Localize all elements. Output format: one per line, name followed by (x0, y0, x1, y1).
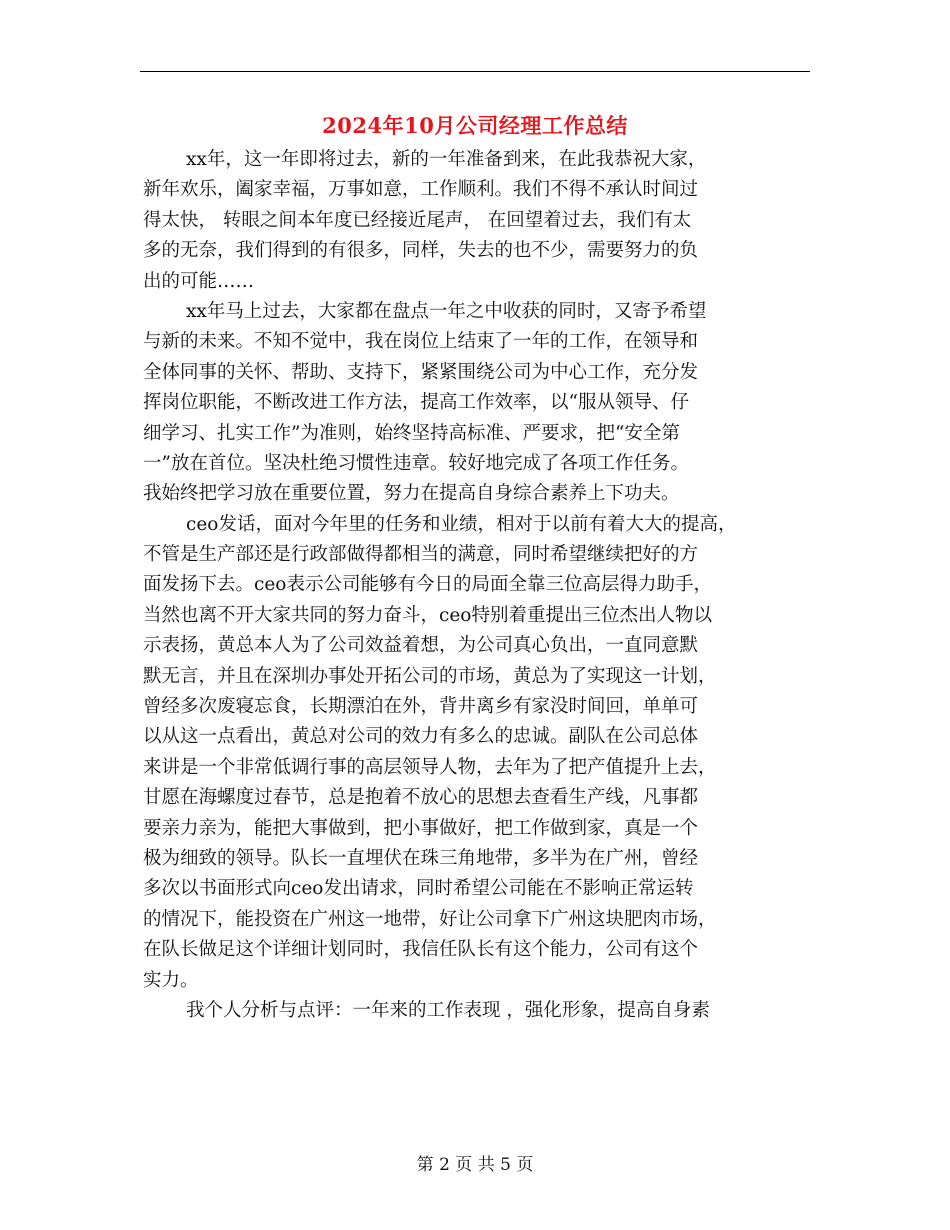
text-line: 多次以书面形式向ceo发出请求，同时希望公司能在不影响正常运转 (143, 878, 694, 900)
header-rule (140, 71, 810, 72)
text-line: 出的可能…… (143, 270, 255, 292)
text-line: 我始终把学习放在重要位置，努力在提高自身综合素养上下功夫。 (143, 483, 680, 505)
document-title: 2024年10月公司经理工作总结 (322, 113, 628, 138)
text-line: 曾经多次废寝忘食，长期漂泊在外，背井离乡有家没时间回，单单可 (143, 696, 699, 718)
paragraph-4 (143, 996, 811, 1026)
text-line: 多的无奈，我们得到的有很多，同样，失去的也不少，需要努力的负 (143, 240, 699, 262)
text-line: 全体同事的关怀、帮助、支持下，紧紧围绕公司为中心工作，充分发 (143, 361, 699, 383)
paragraph-1 (143, 145, 811, 297)
text-line: 不管是生产部还是行政部做得都相当的满意，同时希望继续把好的方 (143, 544, 699, 566)
text-line: 实力。 (143, 969, 199, 991)
text-line: 挥岗位职能，不断改进工作方法，提高工作效率，以“服从领导、仔 (143, 392, 689, 414)
text-line: 以从这一点看出，黄总对公司的效力有多么的忠诚。副队在公司总体 (143, 726, 699, 748)
text-line: 与新的未来。不知不觉中，我在岗位上结束了一年的工作，在领导和 (143, 331, 699, 353)
text-line: xx年马上过去，大家都在盘点一年之中收获的同时，又寄予希望 (186, 300, 707, 322)
text-line: 示表扬，黄总本人为了公司效益着想，为公司真心负出，一直同意默 (143, 635, 699, 657)
document-body (143, 145, 811, 1026)
text-line: 当然也离不开大家共同的努力奋斗，ceo特别着重提出三位杰出人物以 (143, 604, 712, 626)
text-line: 我个人分析与点评：一年来的工作表现 ，强化形象，提高自身素 (186, 999, 710, 1021)
text-line: 要亲力亲为，能把大事做到，把小事做好，把工作做到家，真是一个 (143, 817, 699, 839)
paragraph-2 (143, 297, 811, 510)
text-line: 得太快， 转眼之间本年度已经接近尾声， 在回望着过去，我们有太 (143, 209, 692, 231)
text-line: 细学习、扎实工作”为准则，始终坚持高标准、严要求，把“安全第 (143, 422, 680, 444)
text-line: ceo发话，面对今年里的任务和业绩，相对于以前有着大大的提高， (186, 513, 737, 535)
text-line: 默无言，并且在深圳办事处开拓公司的市场，黄总为了实现这一计划， (143, 665, 717, 687)
text-line: 一”放在首位。坚决杜绝习惯性违章。较好地完成了各项工作任务。 (143, 452, 689, 474)
text-line: 在队长做足这个详细计划同时，我信任队长有这个能力，公司有这个 (143, 939, 699, 961)
paragraph-3 (143, 510, 811, 996)
text-line: 的情况下，能投资在广州这一地带，好让公司拿下广州这块肥肉市场， (143, 908, 717, 930)
text-line: 来讲是一个非常低调行事的高层领导人物，去年为了把产值提升上去， (143, 756, 717, 778)
text-line: 新年欢乐，阖家幸福，万事如意，工作顺利。我们不得不承认时间过 (143, 179, 699, 201)
text-line: 面发扬下去。ceo表示公司能够有今日的局面全靠三位高层得力助手， (143, 574, 712, 596)
page-number-footer: 第 2 页 共 5 页 (416, 1155, 534, 1175)
text-line: xx年，这一年即将过去，新的一年准备到来，在此我恭祝大家， (186, 149, 707, 170)
text-line: 极为细致的领导。队长一直埋伏在珠三角地带，多半为在广州，曾经 (143, 847, 699, 869)
text-line: 甘愿在海螺度过春节，总是抱着不放心的思想去查看生产线，凡事都 (143, 787, 699, 809)
